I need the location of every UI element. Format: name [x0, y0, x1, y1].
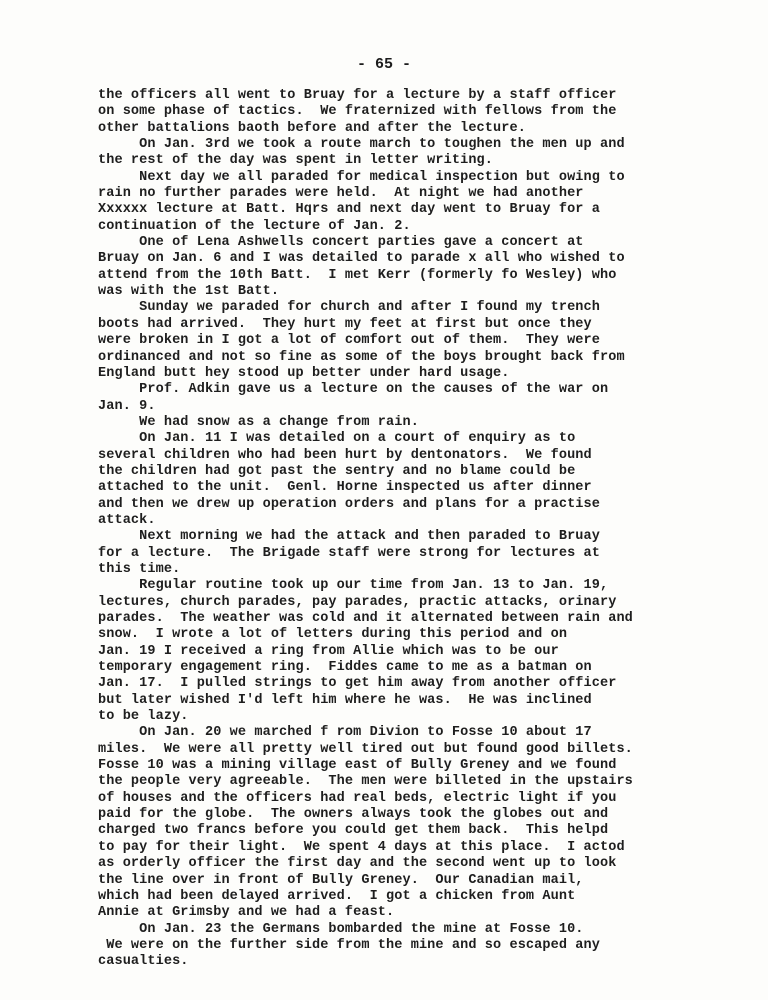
text-line: the officers all went to Bruay for a lecture by a staff officer [98, 88, 617, 103]
text-line: charged two francs before you could get them back. This helpd [98, 823, 609, 839]
text-line: Jan. 17. I pulled strings to get him away from another officer [98, 676, 617, 692]
text-line: and then we drew up operation orders and plans for a practise [98, 496, 600, 512]
text-line: as orderly officer the first day and the second went up to look [98, 856, 617, 872]
text-line: We were on the further side from the mine and so escaped any [98, 937, 600, 953]
text-line: Next morning we had the attack and then paraded to Bruay [98, 529, 600, 545]
text-line: rain no further parades were held. At night we had another [98, 186, 584, 202]
text-line: to pay for their light. We spent 4 days at this place. I actod [98, 839, 625, 855]
text-line: One of Lena Ashwells concert parties gave a concert at [98, 235, 584, 251]
text-line: Regular routine took up our time from Jan. 13 to Jan. 19, [98, 578, 609, 594]
text-line: to be lazy. [98, 709, 189, 725]
text-line: Sunday we paraded for church and after I found my trench [98, 300, 600, 316]
document-body [98, 88, 718, 971]
text-line: parades. The weather was cold and it alternated between rain and [98, 611, 633, 626]
text-line: the people very agreeable. The men were billeted in the upstairs [98, 774, 633, 790]
text-line: Jan. 19 I received a ring from Allie which was to be our [98, 643, 559, 659]
text-line: several children who had been hurt by dentonators. We found [98, 447, 592, 463]
text-line: were broken in I got a lot of comfort out of them. They were [98, 333, 600, 349]
text-line: but later wished I'd left him where he was. He was inclined [98, 692, 592, 708]
text-line: On Jan. 20 we marched f rom Divion to Fosse 10 about 17 [98, 725, 592, 741]
text-line: of houses and the officers had real beds, electric light if you [98, 790, 617, 806]
text-line: attached to the unit. Genl. Horne inspected us after dinner [98, 480, 592, 496]
text-line: snow. I wrote a lot of letters during this period and on [98, 627, 568, 643]
text-line: Bruay on Jan. 6 and I was detailed to parade x all who wished to [98, 251, 625, 267]
text-line: We had snow as a change from rain. [98, 414, 419, 430]
text-line: ordinanced and not so fine as some of the boys brought back from [98, 349, 625, 365]
text-line: Xxxxxx lecture at Batt. Hqrs and next day went to Bruay for a [98, 202, 600, 218]
text-line: for a lecture. The Brigade staff were strong for lectures at [98, 545, 600, 561]
text-line: attend from the 10th Batt. I met Kerr (formerly fo Wesley) who [98, 267, 617, 283]
text-line: On Jan. 3rd we took a route march to toughen the men up and [98, 137, 625, 153]
text-line: on some phase of tactics. We fraternized with fellows from the [98, 104, 617, 120]
text-line: Jan. 9. [98, 398, 156, 414]
text-line: continuation of the lecture of Jan. 2. [98, 218, 411, 234]
text-line: the children had got past the sentry and no blame could be [98, 463, 576, 479]
text-line: Annie at Grimsby and we had a feast. [98, 905, 395, 921]
text-line: the line over in front of Bully Greney. Our Canadian mail, [98, 872, 584, 888]
page-number: - 65 - [356, 56, 411, 73]
text-line: which had been delayed arrived. I got a chicken from Aunt [98, 888, 576, 904]
text-line: boots had arrived. They hurt my feet at first but once they [98, 316, 592, 332]
text-line: England butt hey stood up better under hard usage. [98, 365, 510, 381]
text-line: miles. We were all pretty well tired out but found good billets. [98, 741, 633, 757]
text-line: the rest of the day was spent in letter writing. [98, 153, 494, 169]
text-line: On Jan. 23 the Germans bombarded the mine at Fosse 10. [98, 921, 584, 937]
text-line: Prof. Adkin gave us a lecture on the causes of the war on [98, 382, 609, 398]
text-line: Fosse 10 was a mining village east of Bully Greney and we found [98, 758, 617, 774]
text-line: attack. [98, 512, 156, 528]
text-line: temporary engagement ring. Fiddes came to me as a batman on [98, 660, 592, 676]
text-line: paid for the globe. The owners always took the globes out and [98, 807, 609, 823]
text-line: other battalions baoth before and after the lecture. [98, 120, 526, 136]
text-line: this time. [98, 561, 181, 577]
text-line: casualties. [98, 954, 189, 970]
text-line: lectures, church parades, pay parades, practic attacks, orinary [98, 594, 617, 610]
text-line: was with the 1st Batt. [98, 284, 280, 300]
text-line: Next day we all paraded for medical inspection but owing to [98, 169, 625, 185]
text-line: On Jan. 11 I was detailed on a court of enquiry as to [98, 431, 576, 447]
